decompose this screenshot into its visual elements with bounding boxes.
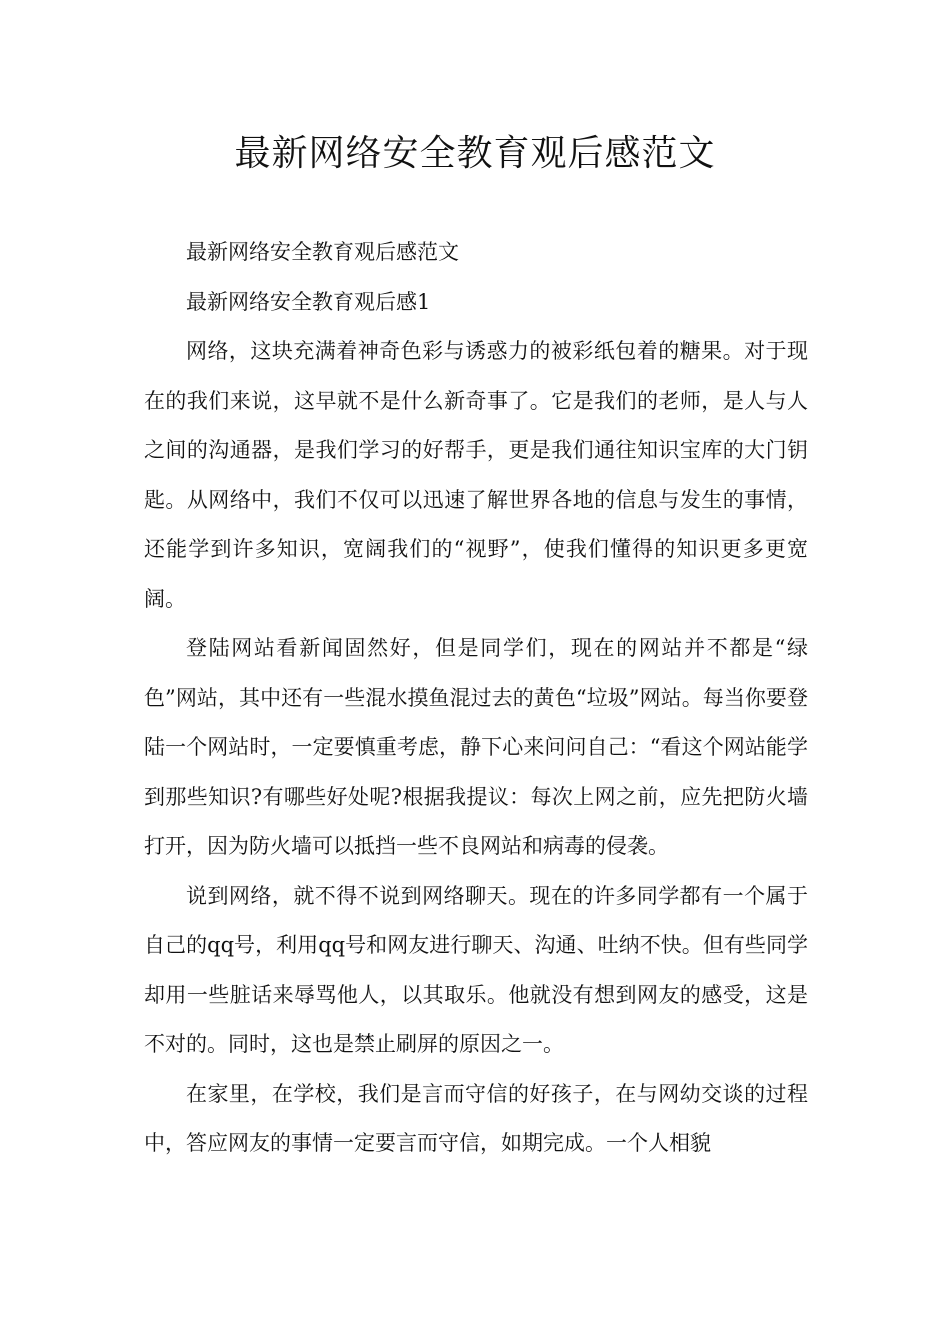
paragraph-subtitle: 最新网络安全教育观后感范文 bbox=[186, 240, 459, 264]
document-title: 最新网络安全教育观后感范文 bbox=[234, 133, 716, 174]
document-body bbox=[144, 228, 808, 1169]
paragraph: 网络，这块充满着神奇色彩与诱惑力的被彩纸包着的糖果。对于现在的我们来说，这早就不是什么新奇事了。它是我们的老师，是人与人之间的沟通器，是我们学习的好帮手，更是我们通往知识宝库的大门钥匙。从网络中，我们不仅可以迅速了解世界各地的信息与发生的事情，还能学到许多知识，宽阔我们的“视野”，使我们懂得的知识更多更宽阔。 bbox=[144, 339, 808, 611]
paragraph: 登陆网站看新闻固然好，但是同学们，现在的网站并不都是“绿色”网站，其中还有一些混水摸鱼混过去的黄色“垃圾”网站。每当你要登陆一个网站时，一定要慎重考虑，静下心来问问自己：“看这个网站能学到那些知识?有哪些好处呢?根据我提议：每次上网之前，应先把防火墙打开，因为防火墙可以抵挡一些不良网站和病毒的侵袭。 bbox=[144, 636, 808, 858]
paragraph: 在家里，在学校，我们是言而守信的好孩子，在与网幼交谈的过程中，答应网友的事情一定要言而守信，如期完成。一个人相貌 bbox=[144, 1081, 808, 1155]
paragraph: 说到网络，就不得不说到网络聊天。现在的许多同学都有一个属于自己的qq号，利用qq号和网友进行聊天、沟通、吐纳不快。但有些同学却用一些脏话来辱骂他人，以其取乐。他就没有想到网友的感受，这是不对的。同时，这也是禁止刷屏的原因之一。 bbox=[144, 883, 808, 1056]
paragraph-heading: 最新网络安全教育观后感1 bbox=[186, 289, 431, 314]
